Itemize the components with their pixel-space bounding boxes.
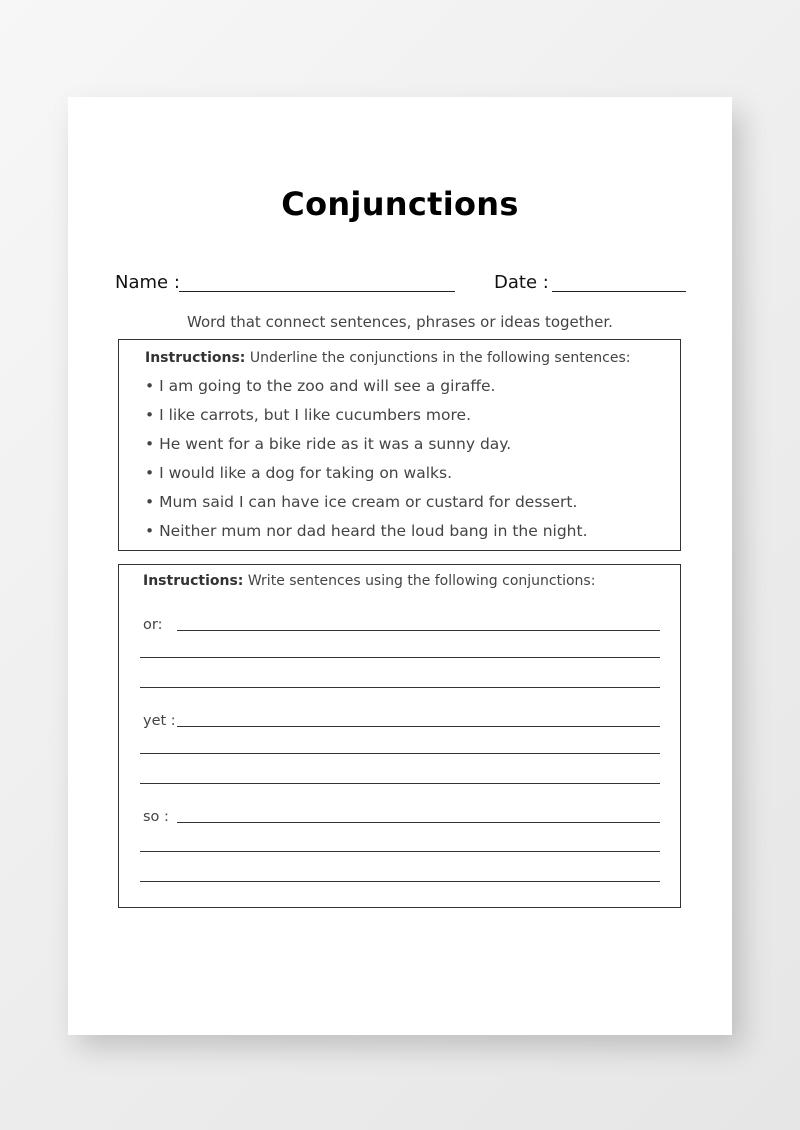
sentence-item: • I would like a dog for taking on walks. [145, 464, 453, 482]
writing-section [118, 564, 681, 908]
answer-line-yet-3[interactable] [140, 783, 660, 784]
sentence-item: • He went for a bike ride as it was a sunny day. [145, 435, 512, 453]
answer-line-or-3[interactable] [140, 687, 660, 688]
answer-line-or-2[interactable] [140, 657, 660, 658]
answer-line-or-1[interactable] [177, 630, 660, 631]
prompt-or-label: or: [143, 617, 163, 633]
name-line[interactable] [179, 291, 455, 292]
worksheet-title: Conjunctions [281, 185, 519, 223]
section1-instructions-heading: Instructions: [145, 350, 246, 366]
prompt-yet-label: yet : [143, 713, 176, 729]
sentence-item: • Mum said I can have ice cream or custard for dessert. [145, 493, 578, 511]
answer-line-so-2[interactable] [140, 851, 660, 852]
worksheet-subtitle: Word that connect sentences, phrases or ideas together. [187, 313, 613, 331]
date-label: Date : [494, 272, 549, 293]
answer-line-yet-2[interactable] [140, 753, 660, 754]
section1-instructions [145, 350, 631, 366]
answer-line-so-1[interactable] [177, 822, 660, 823]
sentence-item: • I like carrots, but I like cucumbers more. [145, 406, 471, 424]
answer-line-so-3[interactable] [140, 881, 660, 882]
date-line[interactable] [552, 291, 686, 292]
underline-section [118, 339, 681, 551]
section2-instructions [143, 573, 595, 589]
worksheet-page [68, 97, 732, 1035]
section1-instructions-text: Underline the conjunctions in the following sentences: [245, 350, 631, 366]
section2-instructions-heading: Instructions: [143, 573, 244, 589]
answer-line-yet-1[interactable] [177, 726, 660, 727]
prompt-so-label: so : [143, 809, 169, 825]
sentence-item: • I am going to the zoo and will see a giraffe. [145, 377, 496, 395]
section2-instructions-text: Write sentences using the following conjunctions: [243, 573, 596, 589]
sentence-item: • Neither mum nor dad heard the loud bang in the night. [145, 522, 588, 540]
name-label: Name : [115, 272, 180, 293]
